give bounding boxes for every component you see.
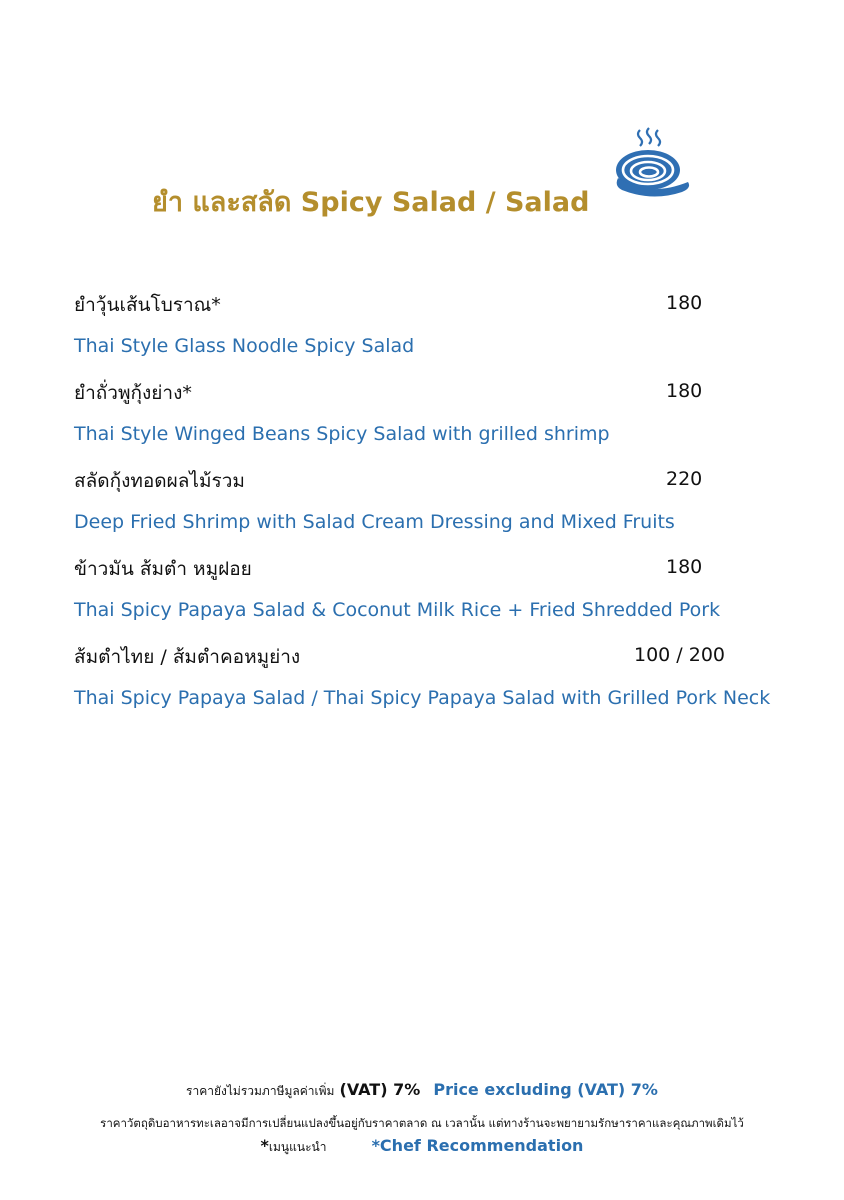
item-thai-name: ข้าวมัน ส้มตำ หมูฝอย bbox=[74, 558, 252, 580]
item-english-name: Deep Fried Shrimp with Salad Cream Dressing and Mixed Fruits bbox=[74, 511, 675, 533]
item-price: 180 bbox=[666, 380, 703, 402]
vat-english: Price excluding (VAT) 7% bbox=[433, 1080, 658, 1099]
item-english-name: Thai Style Glass Noodle Spicy Salad bbox=[74, 335, 415, 357]
vat-rate: (VAT) 7% bbox=[339, 1080, 421, 1099]
item-price: 100 / 200 bbox=[634, 644, 726, 666]
vat-thai: ราคายังไม่รวมภาษีมูลค่าเพิ่ม bbox=[186, 1084, 335, 1098]
item-price: 180 bbox=[666, 292, 703, 314]
item-thai-name: ยำถั่วพูกุ้งย่าง* bbox=[74, 382, 192, 404]
vat-note bbox=[0, 1080, 844, 1101]
item-thai-name: ส้มตำไทย / ส้มตำคอหมูย่าง bbox=[74, 646, 301, 668]
page-title: ยำ และสลัด Spicy Salad / Salad bbox=[152, 187, 590, 218]
item-english-name: Thai Spicy Papaya Salad / Thai Spicy Papaya Salad with Grilled Pork Neck bbox=[74, 687, 771, 709]
item-price: 180 bbox=[666, 556, 703, 578]
item-price: 220 bbox=[666, 468, 703, 490]
noodle-bowl-icon bbox=[610, 126, 692, 200]
menu-header bbox=[0, 172, 844, 222]
item-thai-name: ยำวุ้นเส้นโบราณ* bbox=[74, 294, 221, 316]
item-thai-name: สลัดกุ้งทอดผลไม้รวม bbox=[74, 470, 245, 492]
price-change-note bbox=[0, 1112, 844, 1133]
recommendation-note bbox=[0, 1136, 844, 1157]
item-english-name: Thai Style Winged Beans Spicy Salad with grilled shrimp bbox=[74, 423, 610, 445]
item-english-name: Thai Spicy Papaya Salad & Coconut Milk Rice + Fried Shredded Pork bbox=[74, 599, 721, 621]
price-note-thai: ราคาวัตถุดิบอาหารทะเลอาจมีการเปลี่ยนแปลงขึ้นอยู่กับราคาตลาด ณ เวลานั้น แต่ทางร้านจะพยายามรักษาราคาและคุณภาพเดิมไว้ bbox=[100, 1116, 744, 1130]
rec-thai: เมนูแนะนำ bbox=[268, 1140, 327, 1154]
rec-english: *Chef Recommendation bbox=[371, 1136, 584, 1155]
rec-mark: * bbox=[260, 1136, 269, 1155]
